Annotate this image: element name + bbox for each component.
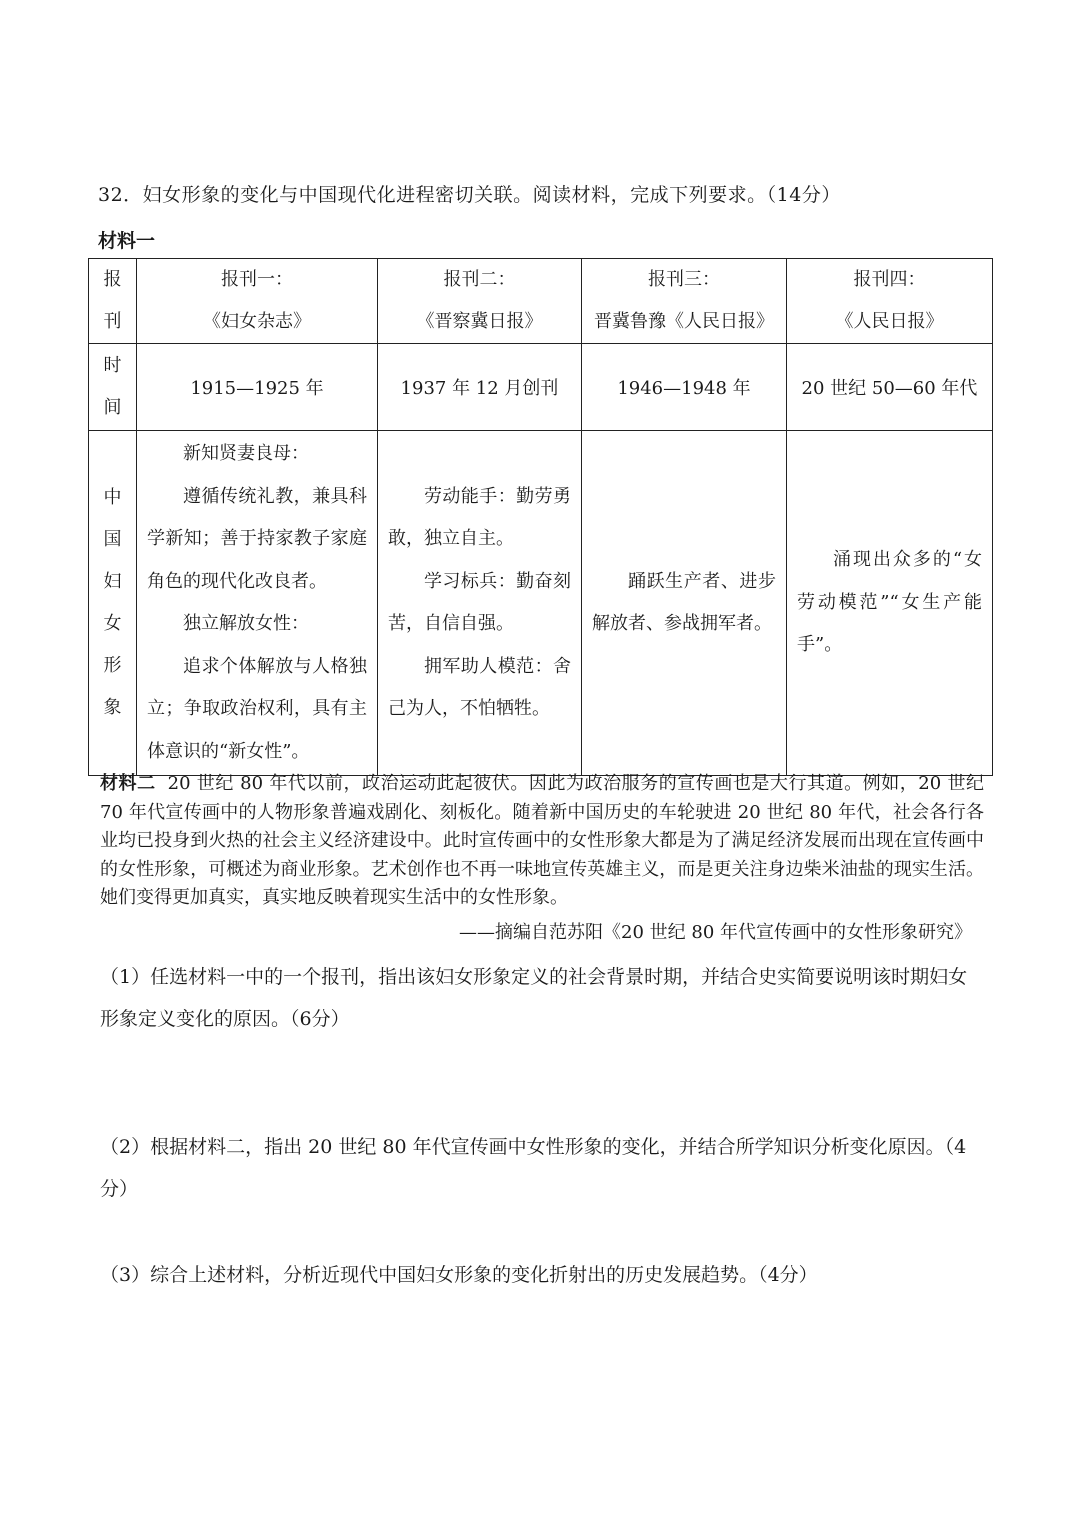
sub-question-3: （3）综合上述材料，分析近现代中国妇女形象的变化折射出的历史发展趋势。（4分） (100, 1264, 818, 1286)
newspaper-2-header: 报刊二： 《晋察冀日报》 (378, 259, 582, 344)
table-row-time (89, 344, 993, 431)
newspaper-1-header: 报刊一： 《妇女杂志》 (137, 259, 378, 344)
row-label-time: 时 间 (89, 344, 137, 431)
material1-label: 材料一 (98, 230, 156, 252)
newspaper-4-image: 涌现出众多的“女劳动模范”“女生产能手”。 (787, 431, 993, 776)
question-title: 32．妇女形象的变化与中国现代化进程密切关联。阅读材料，完成下列要求。（14分） (98, 184, 841, 206)
newspaper-4-header: 报刊四： 《人民日报》 (787, 259, 993, 344)
newspaper-3-image: 踊跃生产者、进步解放者、参战拥军者。 (582, 431, 787, 776)
material2-source: ——摘编自范苏阳《20 世纪 80 年代宣传画中的女性形象研究》 (459, 922, 972, 943)
material1-table (88, 258, 993, 776)
newspaper-1-time: 1915—1925 年 (137, 344, 378, 431)
newspaper-2-image: 劳动能手：勤劳勇敢，独立自主。 学习标兵：勤奋刻苦，自信自强。 拥军助人模范：舍己为人，不怕牺牲。 (378, 431, 582, 776)
newspaper-1-image: 新知贤妻良母： 遵循传统礼教，兼具科学新知；善于持家教子家庭角色的现代化改良者。 独立解放女性： 追求个体解放与人格独立；争取政治权利，具有主体意识的“新女性”。 (137, 431, 378, 776)
row-label-image: 中 国 妇 女 形 象 (89, 431, 137, 776)
newspaper-3-time: 1946—1948 年 (582, 344, 787, 431)
newspaper-3-header: 报刊三： 晋冀鲁豫《人民日报》 (582, 259, 787, 344)
material2-text: 20 世纪 80 年代以前，政治运动此起彼伏。因此为政治服务的宣传画也是大行其道。例如，20 世纪 70 年代宣传画中的人物形象普遍戏剧化、刻板化。随着新中国历史的车轮驶进 20 世纪 80 年代，社会各行各业均已投身到火热的社会主义经济建设中。此时宣传画中的女性形象大都是为了满足经济发展而出现在宣传画中的女性形象，可概述为商业形象。艺术创作也不再一味地宣传英雄主义，而是更关注身边柴米油盐的现实生活。她们变得更加真实，真实地反映着现实生活中的女性形象。 (100, 773, 985, 908)
material2-label: 材料二 (100, 773, 156, 794)
newspaper-2-time: 1937 年 12 月创刊 (378, 344, 582, 431)
table-row-newspaper (89, 259, 993, 344)
material2 (100, 770, 984, 913)
sub-question-1: （1）任选材料一中的一个报刊，指出该妇女形象定义的社会背景时期，并结合史实简要说明该时期妇女形象定义变化的原因。（6分） (100, 966, 968, 1030)
table-row-image (89, 431, 993, 776)
row-label-newspaper: 报 刊 (89, 259, 137, 344)
newspaper-4-time: 20 世纪 50—60 年代 (787, 344, 993, 431)
sub-question-2: （2）根据材料二，指出 20 世纪 80 年代宣传画中女性形象的变化，并结合所学知识分析变化原因。（4分） (100, 1136, 967, 1200)
